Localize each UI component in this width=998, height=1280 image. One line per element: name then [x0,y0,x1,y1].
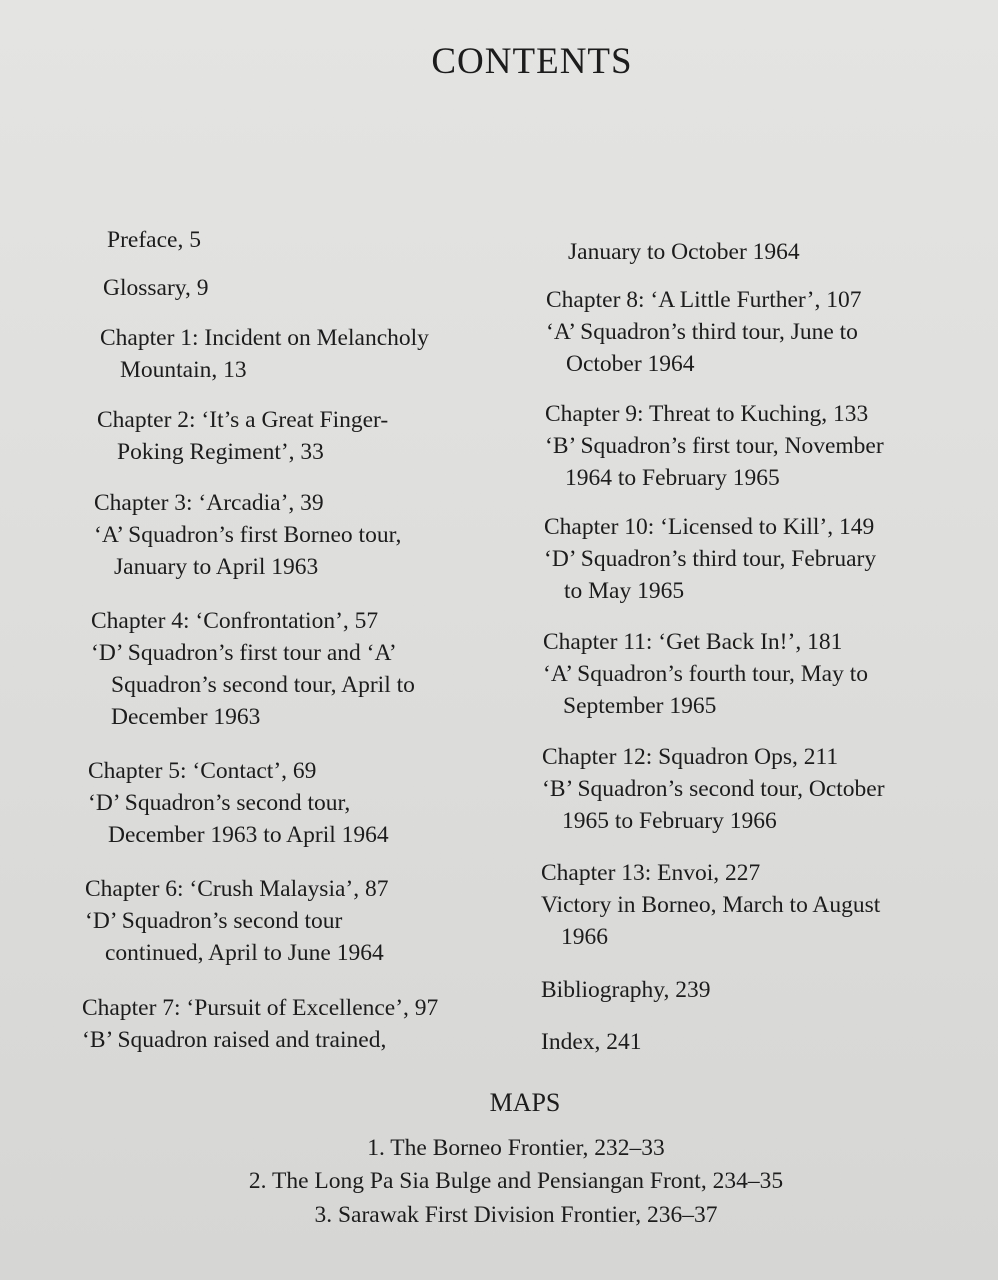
entry-subtitle: Victory in Borneo, March to August [541,892,881,918]
entry-heading: Index, 241 [541,1029,642,1055]
entry-subtitle: ‘D’ Squadron’s first tour and ‘A’ [91,640,397,666]
entry-subtitle: ‘B’ Squadron’s first tour, November [545,433,884,459]
entry-subtitle: ‘A’ Squadron’s fourth tour, May to [543,661,868,687]
entry-continuation: to May 1965 [564,578,685,604]
toc-entry-chapter-7-continued [568,236,800,268]
entry-subtitle: ‘D’ Squadron’s second tour, [88,790,351,816]
entry-heading: Bibliography, 239 [541,977,711,1003]
entry-subtitle: ‘D’ Squadron’s third tour, February [544,546,877,572]
toc-entry-chapter-3 [94,487,401,583]
entry-heading: Chapter 12: Squadron Ops, 211 [542,744,839,770]
entry-continuation: 1966 [561,924,608,950]
map-item: 3. Sarawak First Division Frontier, 236–37 [314,1202,718,1228]
toc-entry-chapter-12 [542,741,885,837]
toc-entry-chapter-8 [546,284,861,380]
entry-continuation: December 1963 to April 1964 [108,822,389,848]
entry-subtitle: ‘D’ Squadron’s second tour [85,908,343,934]
entry-heading: Chapter 5: ‘Contact’, 69 [88,758,317,784]
toc-entry-preface [107,224,201,256]
toc-entry-chapter-2 [97,404,388,468]
toc-entry-bibliography [541,974,711,1006]
entry-continuation: December 1963 [111,704,261,730]
toc-entry-index [541,1026,642,1058]
entry-heading: Chapter 1: Incident on Melancholy [100,325,429,351]
entry-heading: Chapter 4: ‘Confrontation’, 57 [91,608,379,634]
page-title: CONTENTS [431,41,633,82]
entry-heading: Chapter 8: ‘A Little Further’, 107 [546,287,862,313]
entry-heading: Chapter 11: ‘Get Back In!’, 181 [543,629,843,655]
toc-entry-chapter-1 [100,322,429,386]
toc-entry-chapter-9 [545,398,884,494]
entry-continuation: Mountain, 13 [120,357,247,383]
entry-continuation: January to October 1964 [568,239,800,265]
entry-continuation: 1964 to February 1965 [565,465,780,491]
toc-entry-chapter-6 [85,873,388,969]
toc-entry-chapter-4 [91,605,415,733]
entry-continuation: Poking Regiment’, 33 [117,439,324,465]
map-item: 1. The Borneo Frontier, 232–33 [367,1135,665,1161]
entry-subtitle: ‘A’ Squadron’s first Borneo tour, [94,522,402,548]
entry-continuation: Squadron’s second tour, April to [111,672,415,698]
toc-entry-chapter-13 [541,857,880,953]
entry-subtitle: ‘B’ Squadron’s second tour, October [542,776,885,802]
entry-continuation: 1965 to February 1966 [562,808,777,834]
entry-heading: Glossary, 9 [103,275,209,301]
entry-heading: Chapter 3: ‘Arcadia’, 39 [94,490,324,516]
maps-heading: MAPS [489,1088,561,1117]
entry-heading: Chapter 9: Threat to Kuching, 133 [545,401,869,427]
entry-heading: Chapter 13: Envoi, 227 [541,860,761,886]
entry-heading: Preface, 5 [107,227,201,253]
entry-continuation: October 1964 [566,351,695,377]
toc-entry-glossary [103,272,209,304]
entry-heading: Chapter 10: ‘Licensed to Kill’, 149 [544,514,875,540]
toc-entry-chapter-5 [88,755,389,851]
entry-subtitle: ‘B’ Squadron raised and trained, [82,1027,387,1053]
toc-entry-chapter-7 [82,992,438,1056]
entry-heading: Chapter 2: ‘It’s a Great Finger- [97,407,389,433]
entry-continuation: September 1965 [563,693,717,719]
entry-continuation: continued, April to June 1964 [105,940,384,966]
toc-entry-chapter-10 [544,511,876,607]
map-item: 2. The Long Pa Sia Bulge and Pensiangan Front, 234–35 [248,1168,784,1194]
entry-heading: Chapter 7: ‘Pursuit of Excellence’, 97 [82,995,439,1021]
entry-continuation: January to April 1963 [114,554,319,580]
entry-heading: Chapter 6: ‘Crush Malaysia’, 87 [85,876,389,902]
entry-subtitle: ‘A’ Squadron’s third tour, June to [546,319,858,345]
toc-entry-chapter-11 [543,626,868,722]
